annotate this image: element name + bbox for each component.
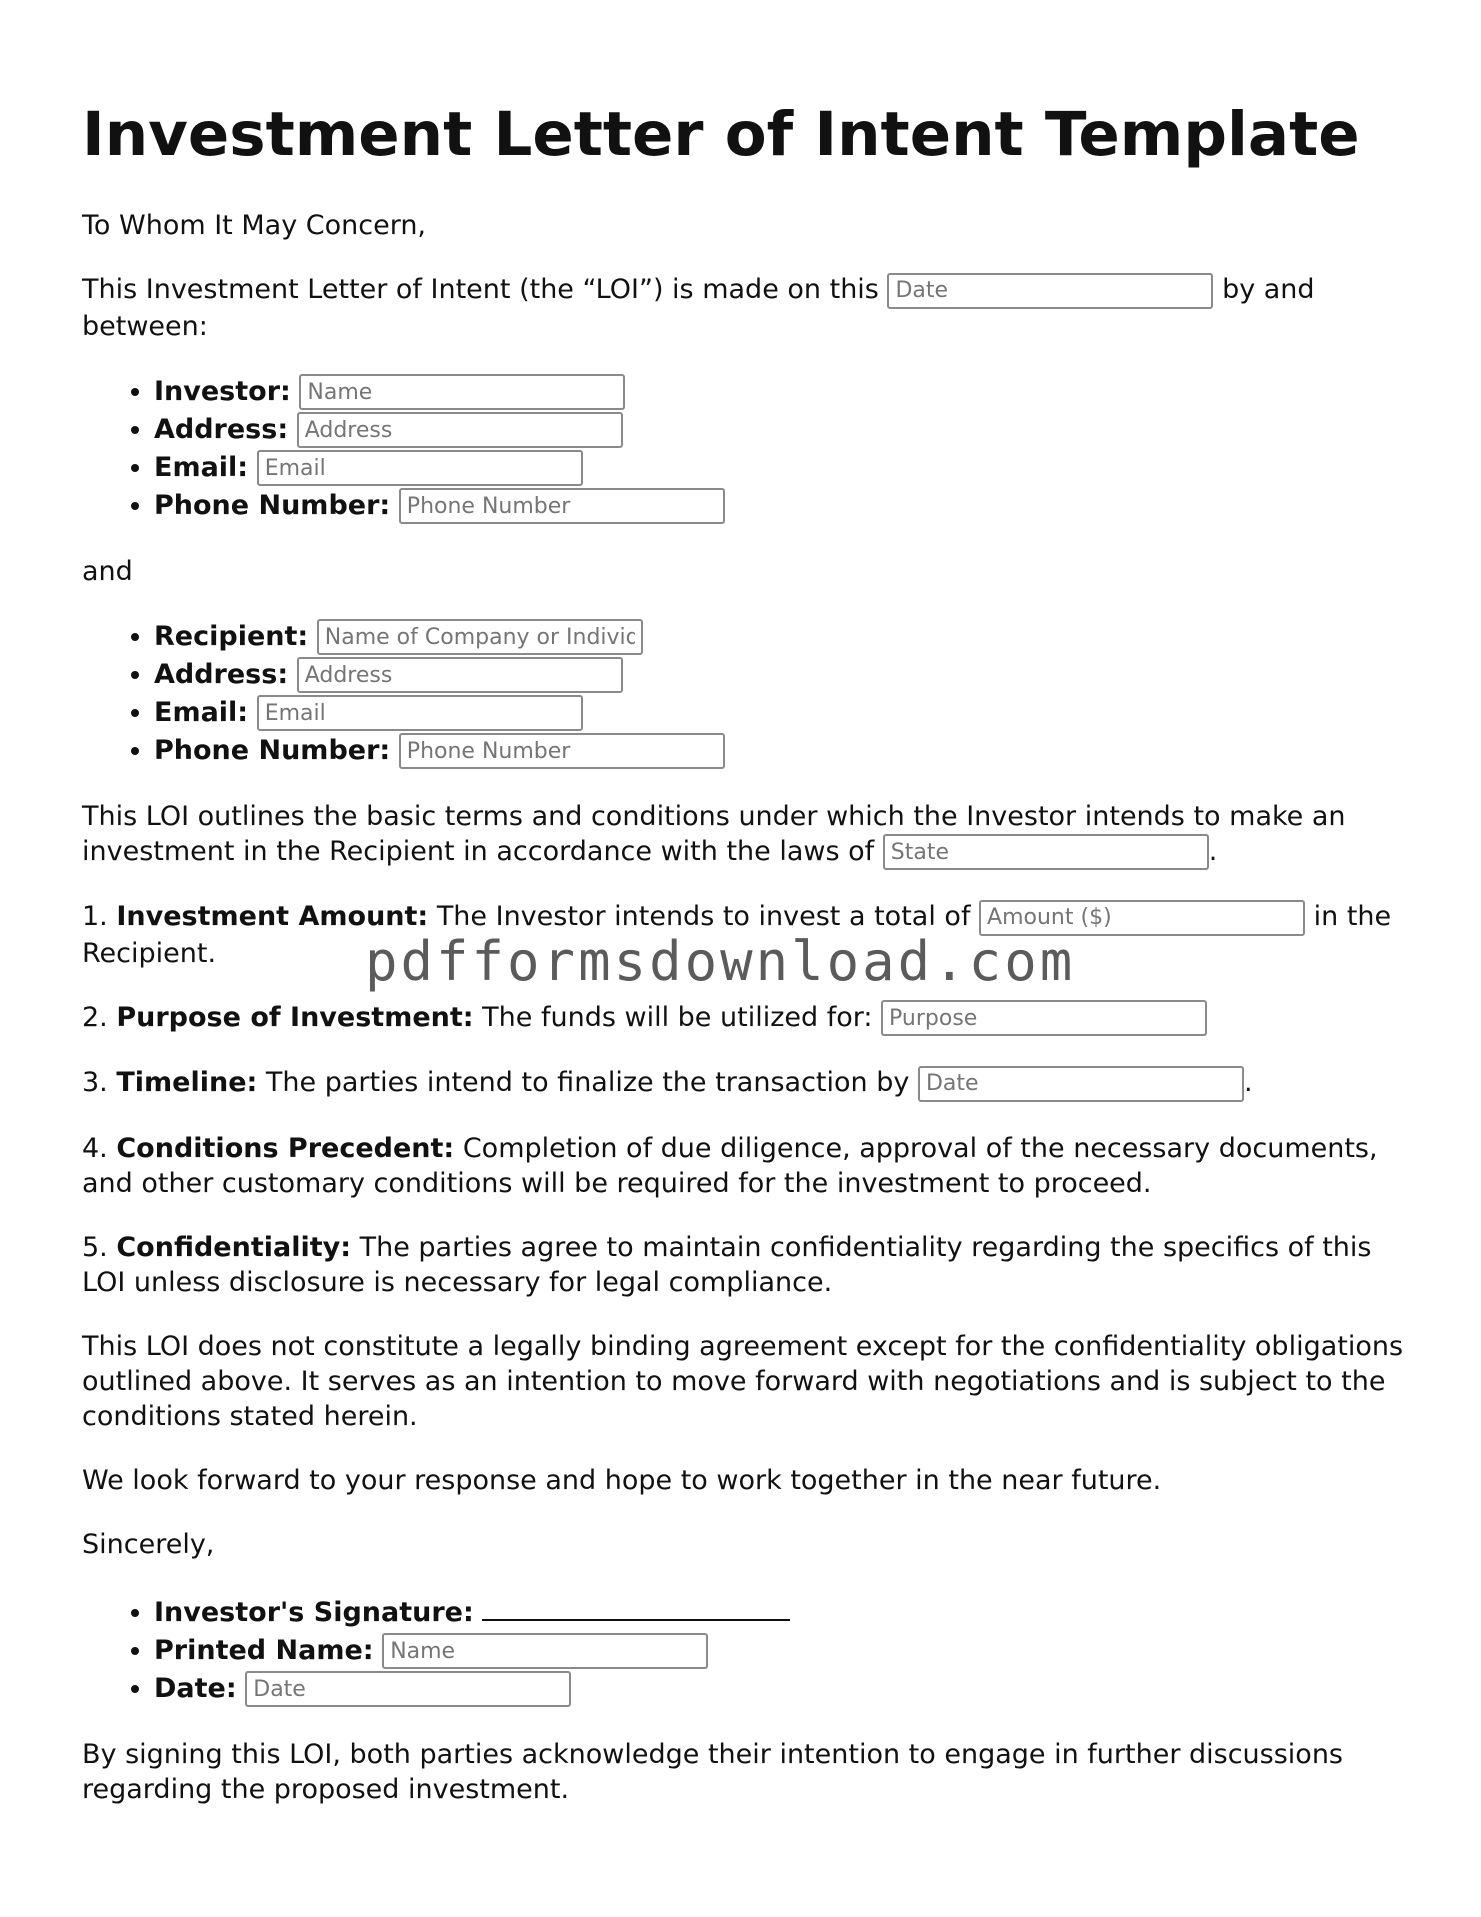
signature-date-input[interactable] xyxy=(245,1671,571,1707)
investor-name-input[interactable] xyxy=(299,374,625,410)
term-text-before: The parties intend to finalize the transaction by xyxy=(265,1067,910,1098)
recipient-name-item xyxy=(154,618,1412,656)
investor-address-item xyxy=(154,411,1412,449)
recipient-label: Recipient: xyxy=(154,620,309,652)
investor-phone-item xyxy=(154,487,1412,525)
term-number: 5. xyxy=(82,1231,108,1263)
final-paragraph: By signing this LOI, both parties acknowledge their intention to engage in further discussions regarding the proposed investment. xyxy=(82,1738,1343,1805)
phone-label: Phone Number: xyxy=(154,734,391,766)
page-title: Investment Letter of Intent Template xyxy=(82,99,1360,170)
term-conditions-precedent xyxy=(82,1131,1412,1201)
recipient-address-input[interactable] xyxy=(297,657,623,693)
printed-name-label: Printed Name: xyxy=(154,1634,374,1666)
printed-name-item xyxy=(154,1632,1412,1670)
term-number: 3. xyxy=(82,1067,108,1098)
purpose-input[interactable] xyxy=(881,1000,1207,1036)
address-label: Address: xyxy=(154,413,289,445)
recipient-email-input[interactable] xyxy=(257,695,583,731)
nonbinding-paragraph: This LOI does not constitute a legally binding agreement except for the confidentiality obligations outlined above. It serves as an intention to move forward with negotiations and is subject to the conditions stated herein. xyxy=(82,1330,1404,1432)
signature-label: Investor's Signature: xyxy=(154,1596,474,1628)
term-text-after: . xyxy=(1243,1067,1253,1098)
term-label: Purpose of Investment: xyxy=(116,1001,474,1033)
signature-list xyxy=(82,1591,1412,1708)
signature-date-item xyxy=(154,1670,1412,1708)
outline-paragraph xyxy=(82,799,1412,871)
term-number: 1. xyxy=(82,901,108,932)
term-text-before: The Investor intends to invest a total of xyxy=(436,901,971,932)
watermark: pdfformsdownload.com xyxy=(365,930,1076,993)
recipient-details-list xyxy=(82,618,1412,770)
address-label: Address: xyxy=(154,658,289,690)
salutation: To Whom It May Concern, xyxy=(82,210,427,241)
email-label: Email: xyxy=(154,451,249,483)
investor-name-item xyxy=(154,373,1412,411)
timeline-date-input[interactable] xyxy=(918,1066,1244,1102)
recipient-phone-item xyxy=(154,732,1412,770)
investor-phone-input[interactable] xyxy=(399,488,725,524)
investor-details-list xyxy=(82,373,1412,525)
outline-period: . xyxy=(1208,835,1218,867)
signature-item xyxy=(154,1591,1412,1632)
investor-email-item xyxy=(154,449,1412,487)
term-label: Conditions Precedent: xyxy=(116,1132,455,1164)
state-input[interactable] xyxy=(883,834,1209,870)
investor-email-input[interactable] xyxy=(257,450,583,486)
signoff: Sincerely, xyxy=(82,1528,215,1560)
intro-after: by and between: xyxy=(82,274,1315,342)
investor-label: Investor: xyxy=(154,375,291,407)
recipient-email-item xyxy=(154,694,1412,732)
term-number: 2. xyxy=(82,1001,108,1033)
intro-paragraph xyxy=(82,272,1412,344)
printed-name-input[interactable] xyxy=(382,1633,708,1669)
recipient-phone-input[interactable] xyxy=(399,733,725,769)
loi-date-input[interactable] xyxy=(887,273,1213,309)
term-text-after: in the Recipient. xyxy=(82,901,1392,969)
term-label: Timeline: xyxy=(116,1067,258,1098)
term-text: Completion of due diligence, approval of the necessary documents, and other customary conditions will be required for the investment to proceed. xyxy=(82,1132,1378,1199)
intro-before: This Investment Letter of Intent (the “LOI”) is made on this xyxy=(82,274,879,305)
term-number: 4. xyxy=(82,1132,108,1164)
and-text: and xyxy=(82,555,133,587)
recipient-name-input[interactable] xyxy=(317,619,643,655)
term-confidentiality xyxy=(82,1230,1412,1300)
closing-paragraph: We look forward to your response and hope to work together in the near future. xyxy=(82,1464,1162,1496)
date-label: Date: xyxy=(154,1672,237,1704)
term-purpose xyxy=(82,1000,1412,1037)
investor-address-input[interactable] xyxy=(297,412,623,448)
term-text: The parties agree to maintain confidentiality regarding the specifics of this LOI unless disclosure is necessary for legal compliance. xyxy=(82,1231,1372,1298)
email-label: Email: xyxy=(154,696,249,728)
signature-line[interactable] xyxy=(482,1591,790,1621)
outline-text: This LOI outlines the basic terms and conditions under which the Investor intends to make an investment in the Recipient in accordance with the laws of xyxy=(82,800,1346,867)
recipient-address-item xyxy=(154,656,1412,694)
term-text-before: The funds will be utilized for: xyxy=(482,1001,873,1033)
phone-label: Phone Number: xyxy=(154,489,391,521)
term-label: Investment Amount: xyxy=(116,901,429,932)
term-label: Confidentiality: xyxy=(116,1231,352,1263)
term-timeline xyxy=(82,1065,1412,1102)
